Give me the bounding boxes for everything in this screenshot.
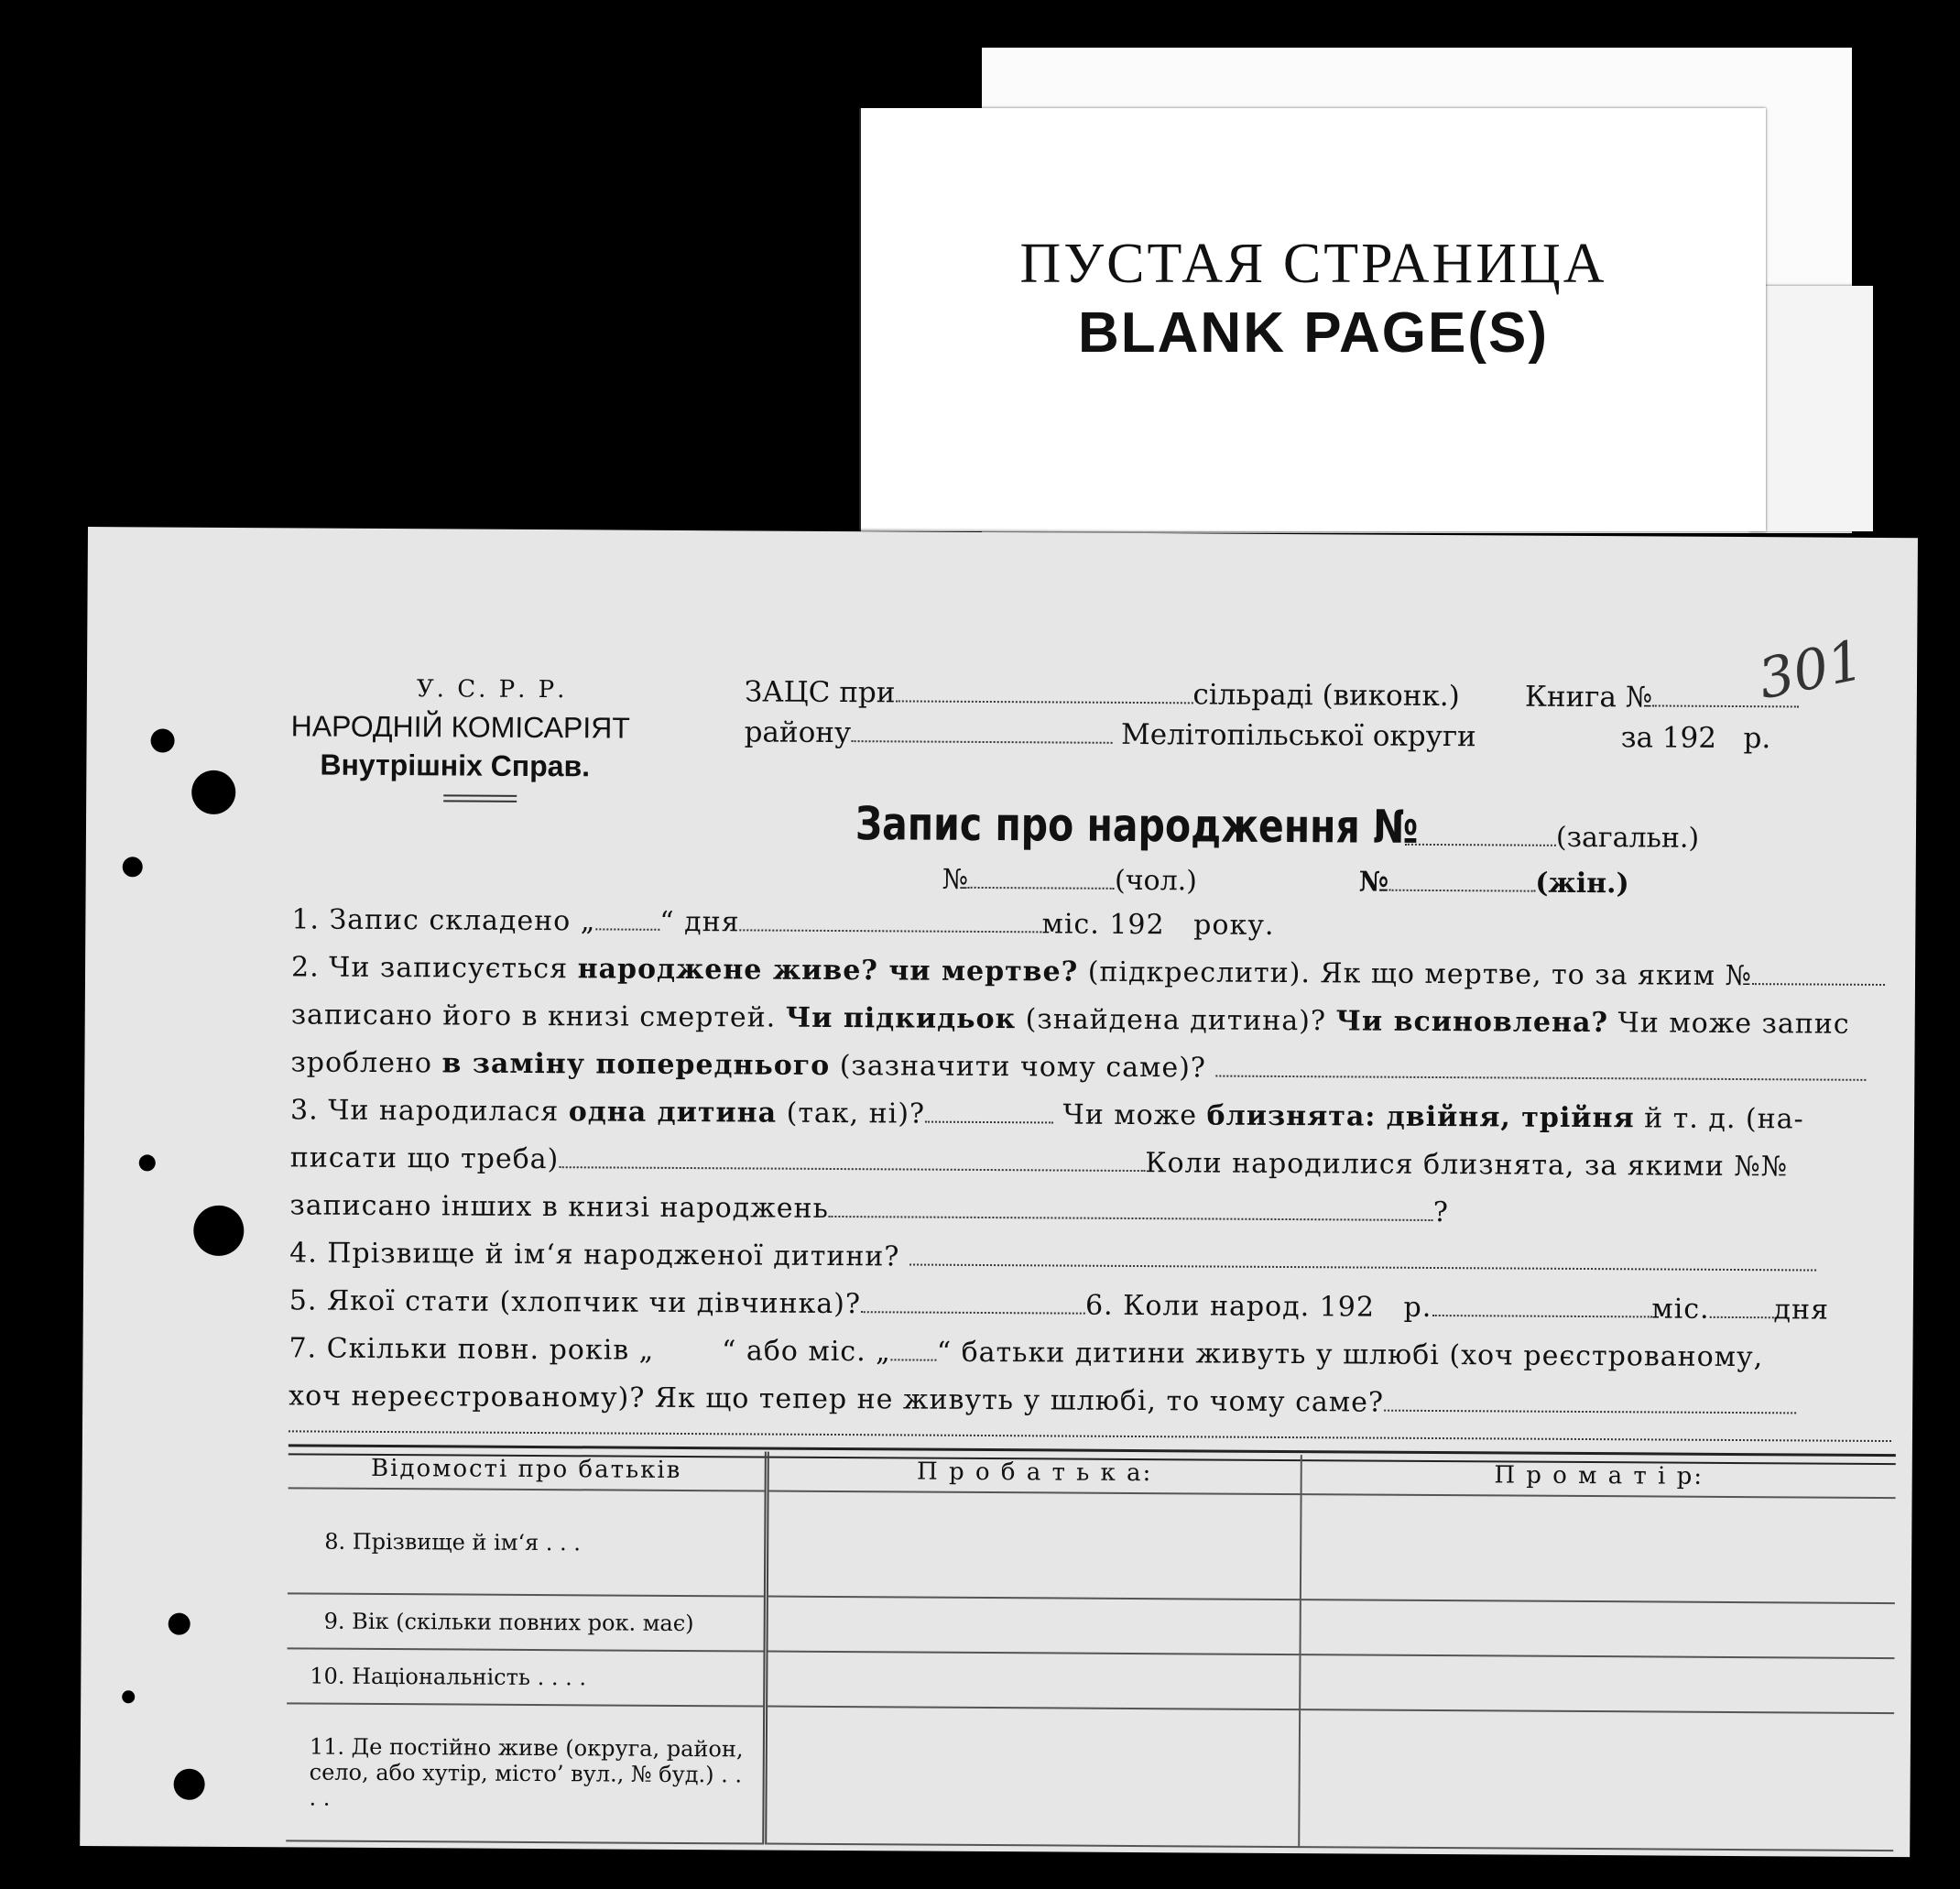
republic-label: У. С. Р. Р. [416, 675, 568, 704]
header-father: П р о б а т ь к а: [767, 1452, 1301, 1495]
district-label [745, 715, 1476, 753]
line-9-d: міс. [1651, 1293, 1710, 1326]
line-1-b: “ дня [659, 905, 740, 939]
line-3-d: Чи всиновлена? [1335, 1005, 1609, 1040]
department-label: Внутрішніх Справ. [320, 748, 591, 783]
zags-label [745, 675, 1460, 713]
book-text: Книга № [1524, 680, 1653, 715]
male-no-prefix: № [942, 863, 969, 896]
punch-hole [193, 1206, 244, 1256]
district-field [851, 739, 1112, 744]
line-11 [289, 1380, 1891, 1422]
general-number-label [1405, 821, 1699, 855]
mother-residence-cell [1299, 1709, 1894, 1851]
line-1-day-field [595, 927, 659, 930]
book-label [1525, 681, 1799, 715]
commissariat-label: НАРОДНІЙ КОМІСАРІЯТ [290, 709, 630, 745]
blank-page-title-ru: ПУСТАЯ СТРАНИЦА [1019, 233, 1607, 295]
line-8-text: 4. Прізвище й ім‘я народженої дитини? [289, 1237, 900, 1273]
line-4-field [1215, 1075, 1866, 1081]
form-title: Запис про народження № [855, 797, 1419, 854]
punch-hole [169, 1613, 191, 1635]
year-text: за 192 [1620, 721, 1717, 755]
line-2-field [1752, 982, 1885, 986]
male-number-field [968, 886, 1115, 890]
line-10 [289, 1332, 1891, 1374]
line-1-d: року. [1193, 909, 1275, 942]
village-council-text: сільраді (виконк.) [1192, 678, 1460, 714]
line-5-d: Чи може [1052, 1098, 1207, 1132]
female-no-prefix: № [1358, 866, 1389, 899]
line-7 [289, 1189, 1892, 1231]
header-parents-info: Відомості про батьків [289, 1448, 768, 1490]
father-age-cell [766, 1597, 1301, 1655]
table-row [286, 1703, 1894, 1851]
blank-page-title-en: BLANK PAGE(S) [1078, 301, 1549, 365]
line-1-date-field [740, 928, 1042, 933]
line-9 [289, 1284, 1892, 1327]
line-8 [289, 1237, 1892, 1279]
blank-page-slip [859, 108, 1766, 531]
line-10-b: “ або міс. „ [721, 1335, 891, 1369]
female-number-field [1388, 889, 1535, 892]
line-5-c: (так, ні)? [777, 1097, 926, 1130]
header-divider [443, 794, 517, 802]
line-9-a: 5. Якої стати (хлопчик чи дівчинка)? [289, 1284, 862, 1321]
handwritten-page-number: 301 [1753, 628, 1869, 713]
row-label-residence: 11. Де постійно живе (округа, район, село, або хутір, місто’ вул., № буд.) . . . . [286, 1703, 765, 1843]
father-name-cell [766, 1491, 1301, 1600]
mother-name-cell [1301, 1494, 1896, 1603]
line-4-c: (зазначити чому саме)? [830, 1049, 1207, 1085]
line-3-a: записано його в книзі смертей. [290, 999, 786, 1034]
punch-hole [150, 728, 174, 752]
zags-field [895, 699, 1192, 704]
line-9-sex-field [861, 1310, 1085, 1314]
header-mother: П р о м а т і р: [1301, 1455, 1896, 1498]
line-2-b: народжене живе? чи мертве? [577, 953, 1079, 988]
line-2 [291, 951, 1894, 993]
line-11-text: хоч нереєстрованому)? Як що тепер не живуть у шлюбі, то чому саме? [289, 1380, 1385, 1419]
line-4-a: зроблено [290, 1046, 442, 1080]
punch-hole [139, 1154, 156, 1171]
male-text: (чол.) [1114, 864, 1198, 898]
line-7-b: ? [1432, 1196, 1450, 1229]
line-1-c: міс. 192 [1041, 908, 1165, 942]
row-label-name: 8. Прізвище й ім‘я . . . [288, 1488, 767, 1596]
female-number-label [1359, 866, 1629, 900]
line-3 [291, 999, 1894, 1041]
line-10-field [891, 1358, 937, 1360]
punch-hole [174, 1769, 205, 1800]
line-6-field [559, 1165, 1145, 1172]
punch-hole [191, 770, 235, 814]
line-4-b: в заміну попереднього [441, 1047, 831, 1082]
line-9-year-field [1432, 1314, 1651, 1317]
line-9-e: дня [1773, 1294, 1830, 1327]
line-3-e: Чи може запис [1607, 1007, 1850, 1041]
okrug-text: Мелітопільської округи [1120, 717, 1476, 754]
line-2-a: 2. Чи записується [290, 951, 578, 986]
table-row [288, 1593, 1895, 1658]
line-6 [290, 1141, 1893, 1184]
slip-edge [1749, 286, 1873, 531]
line-2-c: (підкреслити). Як що мертве, то за яким № [1078, 955, 1753, 993]
row-label-age: 9. Вік (скільки повних рок. має) [288, 1593, 767, 1651]
line-5-b: одна дитина [568, 1096, 778, 1130]
general-number-field [1405, 843, 1556, 846]
line-1 [291, 903, 1894, 945]
line-8-field [909, 1262, 1816, 1271]
male-number-label [942, 864, 1198, 898]
line-9-day-field [1710, 1316, 1774, 1318]
punch-hole [123, 857, 143, 877]
line-7-a: записано інших в книзі народжень [289, 1189, 829, 1225]
mother-age-cell [1301, 1600, 1895, 1658]
line-7-field [829, 1215, 1433, 1221]
district-text: району [744, 715, 852, 750]
line-11-field [1384, 1409, 1796, 1414]
line-6-a: писати що треба) [289, 1141, 560, 1176]
zags-text: ЗАЦС при [744, 675, 896, 710]
book-field [1652, 704, 1799, 707]
general-text: (загальн.) [1555, 821, 1700, 855]
birth-record-form [80, 527, 1918, 1857]
line-3-c: (знайдена дитина)? [1016, 1003, 1336, 1038]
year-suffix: р. [1743, 722, 1771, 756]
father-residence-cell [765, 1707, 1300, 1848]
parents-table [286, 1448, 1896, 1851]
line-5-field [925, 1120, 1053, 1124]
line-1-a: 1. Запис складено „ [291, 903, 596, 938]
line-10-c: “ батьки дитини живуть у шлюбі (хоч реєстрованому, [936, 1336, 1764, 1374]
line-3-b: Чи підкидьок [785, 1001, 1017, 1036]
father-nationality-cell [766, 1652, 1301, 1710]
line-4 [290, 1046, 1893, 1088]
line-9-c: р. [1403, 1291, 1432, 1324]
line-5-e: близнята: двійня, трійня [1206, 1099, 1635, 1135]
row-label-nationality: 10. Національність . . . . [287, 1648, 766, 1706]
female-text: (жін.) [1535, 867, 1629, 901]
line-9-b: 6. Коли народ. 192 [1084, 1289, 1376, 1324]
table-row [288, 1488, 1896, 1603]
line-5 [290, 1094, 1893, 1136]
mother-nationality-cell [1300, 1654, 1894, 1713]
line-5-f: й т. д. (на- [1634, 1102, 1804, 1136]
line-6-b: Коли народилися близнята, за якими №№ [1145, 1147, 1789, 1184]
punch-hole [122, 1690, 135, 1703]
line-5-a: 3. Чи народилася [290, 1094, 569, 1129]
year-label [1621, 721, 1771, 755]
line-10-a: 7. Скільки повн. років „ [289, 1332, 655, 1367]
table-row [287, 1648, 1894, 1713]
line-12-field [289, 1430, 1891, 1442]
